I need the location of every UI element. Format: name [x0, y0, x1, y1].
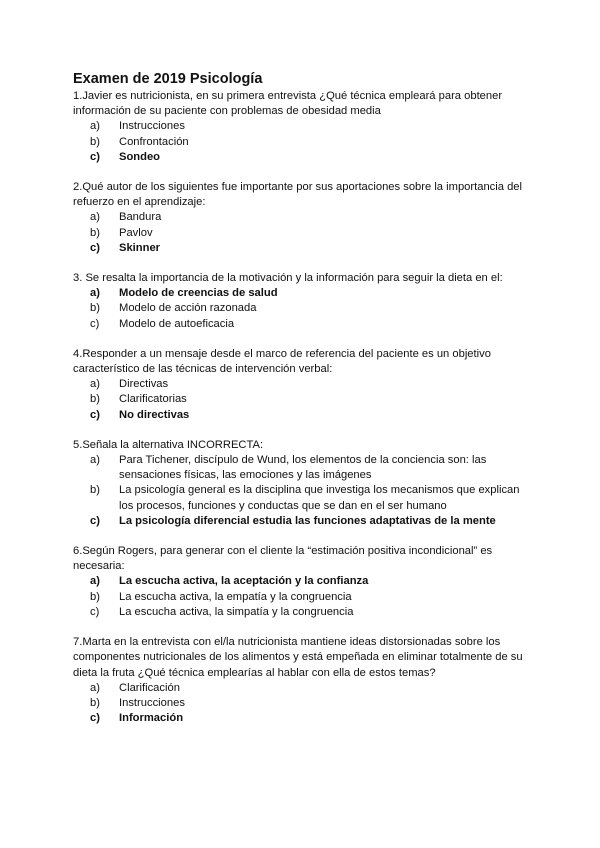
options-list: [73, 574, 535, 620]
option-letter: a): [90, 575, 100, 588]
option-text: Skinner: [119, 241, 161, 254]
option-text: Pavlov: [119, 226, 153, 239]
option-a: [73, 453, 535, 483]
option-b: [73, 696, 535, 711]
exam-title: Examen de 2019 Psicología: [73, 71, 263, 87]
option-letter: c): [90, 712, 100, 725]
option-letter: b): [90, 590, 100, 603]
option-c: [73, 408, 535, 423]
option-c: [73, 514, 535, 529]
option-text: Confrontación: [119, 135, 189, 148]
option-letter: b): [90, 484, 100, 497]
option-b: [73, 590, 535, 605]
option-c: [73, 150, 535, 165]
option-c: [73, 241, 535, 256]
option-c: [73, 711, 535, 726]
question-text: 5.Señala la alternativa INCORRECTA:: [73, 438, 264, 451]
option-text: La escucha activa, la simpatía y la congruencia: [119, 605, 354, 618]
option-text: Clarificación: [119, 681, 180, 694]
option-letter: b): [90, 226, 100, 239]
option-text: Bandura: [119, 211, 162, 224]
question-text: 6.Según Rogers, para generar con el cliente la “estimación positiva incondicional” es necesaria:: [73, 545, 493, 573]
option-text: La escucha activa, la empatía y la congruencia: [119, 590, 352, 603]
option-text: Para Tichener, discípulo de Wund, los elementos de la conciencia son: las sensaciones físicas, las emociones y las imágenes: [119, 454, 487, 482]
question-7: [73, 635, 535, 726]
option-text: La psicología general es la disciplina que investiga los mecanismos que explican los procesos, funciones y conductas que se dan en el ser humano: [119, 484, 520, 512]
option-b: [73, 226, 535, 241]
options-list: [73, 119, 535, 165]
option-a: [73, 286, 535, 301]
option-text: Instrucciones: [119, 120, 185, 133]
options-list: [73, 377, 535, 423]
option-letter: a): [90, 378, 100, 391]
question-text: 1.Javier es nutricionista, en su primera entrevista ¿Qué técnica empleará para obtener información de su paciente con problemas de obesidad media: [73, 90, 503, 118]
option-text: Sondeo: [119, 150, 161, 163]
option-letter: b): [90, 135, 100, 148]
options-list: [73, 681, 535, 727]
option-b: [73, 135, 535, 150]
option-letter: b): [90, 302, 100, 315]
options-list: [73, 286, 535, 332]
option-letter: b): [90, 696, 100, 709]
option-b: [73, 301, 535, 316]
option-letter: c): [90, 605, 100, 618]
option-letter: a): [90, 681, 100, 694]
option-text: Información: [119, 712, 184, 725]
option-letter: c): [90, 317, 100, 330]
question-5: [73, 438, 535, 529]
option-text: Modelo de autoeficacia: [119, 317, 235, 330]
option-letter: c): [90, 514, 100, 527]
option-c: [73, 317, 535, 332]
question-text: 2.Qué autor de los siguientes fue importante por sus aportaciones sobre la importancia del refuerzo en el aprendizaje:: [73, 181, 523, 209]
question-6: [73, 544, 535, 620]
option-letter: c): [90, 408, 100, 421]
option-a: [73, 119, 535, 134]
option-b: [73, 483, 535, 513]
exam-document: [73, 70, 535, 741]
option-b: [73, 392, 535, 407]
option-text: La psicología diferencial estudia las funciones adaptativas de la mente: [119, 514, 496, 527]
option-letter: b): [90, 393, 100, 406]
option-letter: a): [90, 211, 100, 224]
option-c: [73, 605, 535, 620]
option-text: Modelo de acción razonada: [119, 302, 257, 315]
option-text: No directivas: [119, 408, 190, 421]
option-a: [73, 377, 535, 392]
question-4: [73, 347, 535, 423]
option-text: Clarificatorias: [119, 393, 187, 406]
question-text: 7.Marta en la entrevista con el/la nutricionista mantiene ideas distorsionadas sobre los componentes nutricionales de los alimentos y está empeñada en eliminar totalmente de su dieta la fruta ¿Qué técnica emplearías al hablar con ella de estos temas?: [73, 636, 523, 679]
question-3: [73, 271, 535, 332]
option-a: [73, 574, 535, 589]
option-letter: c): [90, 150, 100, 163]
option-text: Directivas: [119, 378, 169, 391]
option-a: [73, 210, 535, 225]
options-list: [73, 453, 535, 529]
option-text: Instrucciones: [119, 696, 185, 709]
question-2: [73, 180, 535, 256]
option-letter: a): [90, 287, 100, 300]
options-list: [73, 210, 535, 256]
option-text: La escucha activa, la aceptación y la confianza: [119, 575, 369, 588]
question-text: 4.Responder a un mensaje desde el marco de referencia del paciente es un objetivo característico de las técnicas de intervención verbal:: [73, 347, 491, 376]
option-letter: a): [90, 454, 100, 467]
option-letter: a): [90, 120, 100, 133]
option-letter: c): [90, 241, 100, 254]
question-text: 3. Se resalta la importancia de la motivación y la información para seguir la dieta en el:: [73, 272, 503, 285]
option-text: Modelo de creencias de salud: [119, 287, 278, 300]
question-1: [73, 89, 535, 165]
option-a: [73, 681, 535, 696]
